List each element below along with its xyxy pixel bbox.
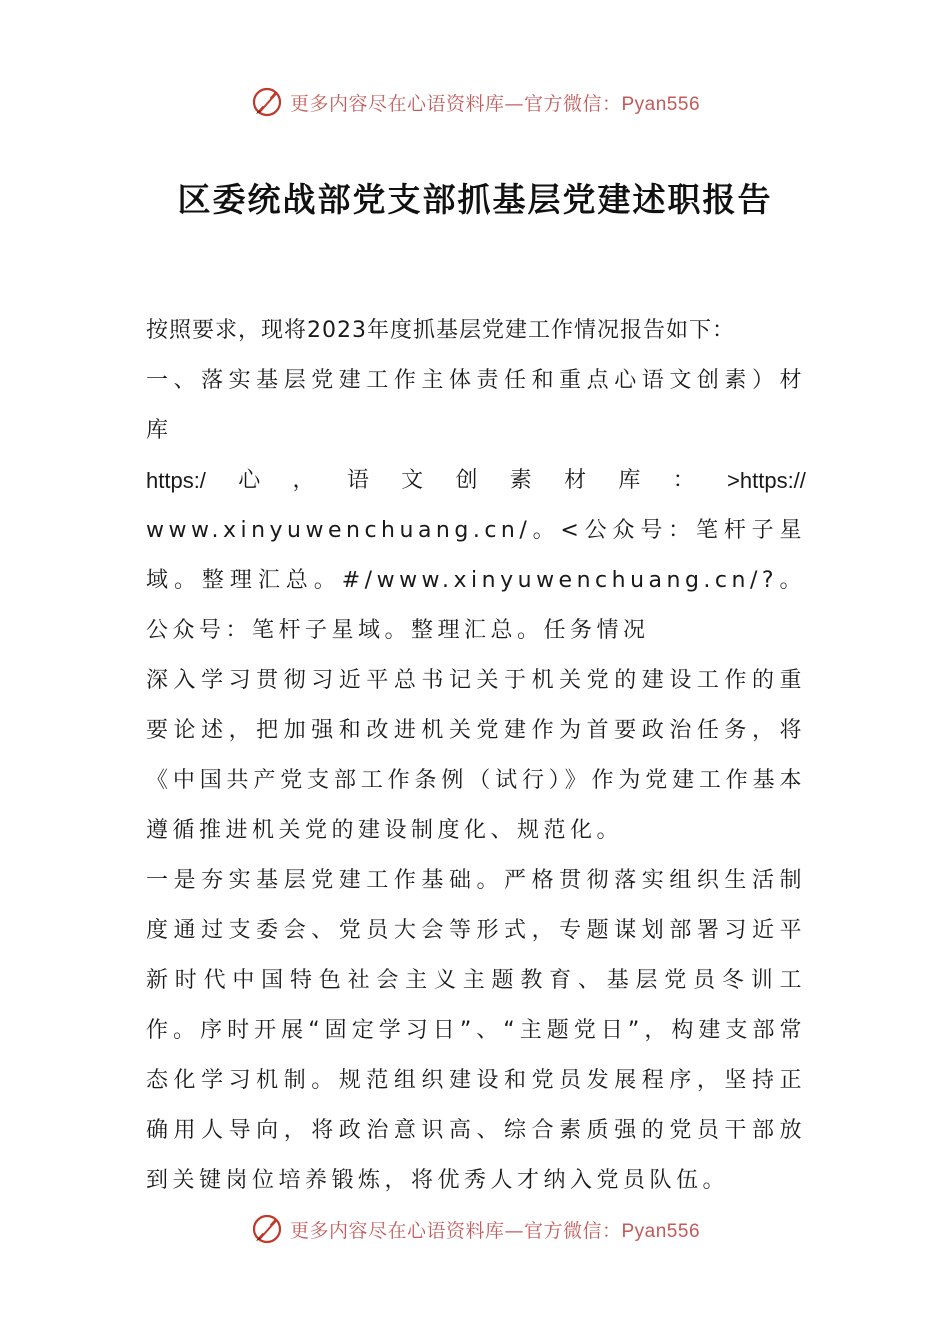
spread-token: 库 — [618, 468, 641, 493]
quill-logo-icon — [250, 1212, 284, 1246]
spread-token: >https:// — [727, 468, 806, 493]
watermark-account: Pyan556 — [621, 1220, 701, 1242]
watermark-account: Pyan556 — [621, 93, 701, 115]
footer-watermark-banner — [0, 1209, 950, 1249]
spread-token: 材 — [564, 468, 587, 493]
watermark-dash: — — [504, 1219, 524, 1242]
paragraph-section-heading-rest: www.xinyuwenchuang.cn/。<公众号：笔杆子星域。整理汇总。#/www.xinyuwenchuang.cn/?。公众号：笔杆子星域。整理汇总。任务情况 — [146, 518, 806, 643]
watermark-text — [290, 1216, 700, 1243]
watermark-suffix: 官方微信： — [523, 92, 622, 115]
paragraph-section-heading-line: 一、落实基层党建工作主体责任和重点心语文创素）材库 — [146, 368, 806, 443]
spread-token: ， — [292, 468, 315, 493]
spread-token: 创 — [455, 468, 478, 493]
watermark-suffix: 官方微信： — [523, 1219, 622, 1242]
watermark-text — [290, 89, 700, 116]
spread-token: 素 — [509, 468, 532, 493]
paragraph-intro: 按照要求，现将2023年度抓基层党建工作情况报告如下： — [146, 318, 735, 343]
spread-url-line — [146, 456, 806, 506]
document-title: 区委统战部党支部抓基层党建述职报告 — [177, 180, 773, 219]
spread-token: https:/ — [146, 468, 206, 493]
spread-token: 心 — [238, 468, 261, 493]
header-watermark-banner — [0, 82, 950, 122]
spread-token: ： — [672, 468, 695, 493]
quill-logo-icon — [250, 85, 284, 119]
spread-token: 语 — [346, 468, 369, 493]
paragraph-study: 深入学习贯彻习近平总书记关于机关党的建设工作的重要论述，把加强和改进机关党建作为首要政治任务，将《中国共产党支部工作条例（试行）》作为党建工作基本遵循推进机关党的建设制度化、规范化。 — [146, 668, 806, 843]
paragraph-foundation: 一是夯实基层党建工作基础。严格贯彻落实组织生活制度通过支委会、党员大会等形式，专题谋划部署习近平新时代中国特色社会主义主题教育、基层党员冬训工作。序时开展“固定学习日”、“主题党日”，构建支部常态化学习机制。规范组织建设和党员发展程序，坚持正确用人导向，将政治意识高、综合素质强的党员干部放到关键岗位培养锻炼，将优秀人才纳入党员队伍。 — [146, 868, 806, 1193]
watermark-site-name: 更多内容尽在心语资料库 — [289, 1219, 505, 1242]
watermark-site-name: 更多内容尽在心语资料库 — [289, 92, 505, 115]
document-body — [146, 306, 806, 1206]
spread-token: 文 — [401, 468, 424, 493]
watermark-dash: — — [504, 92, 524, 115]
